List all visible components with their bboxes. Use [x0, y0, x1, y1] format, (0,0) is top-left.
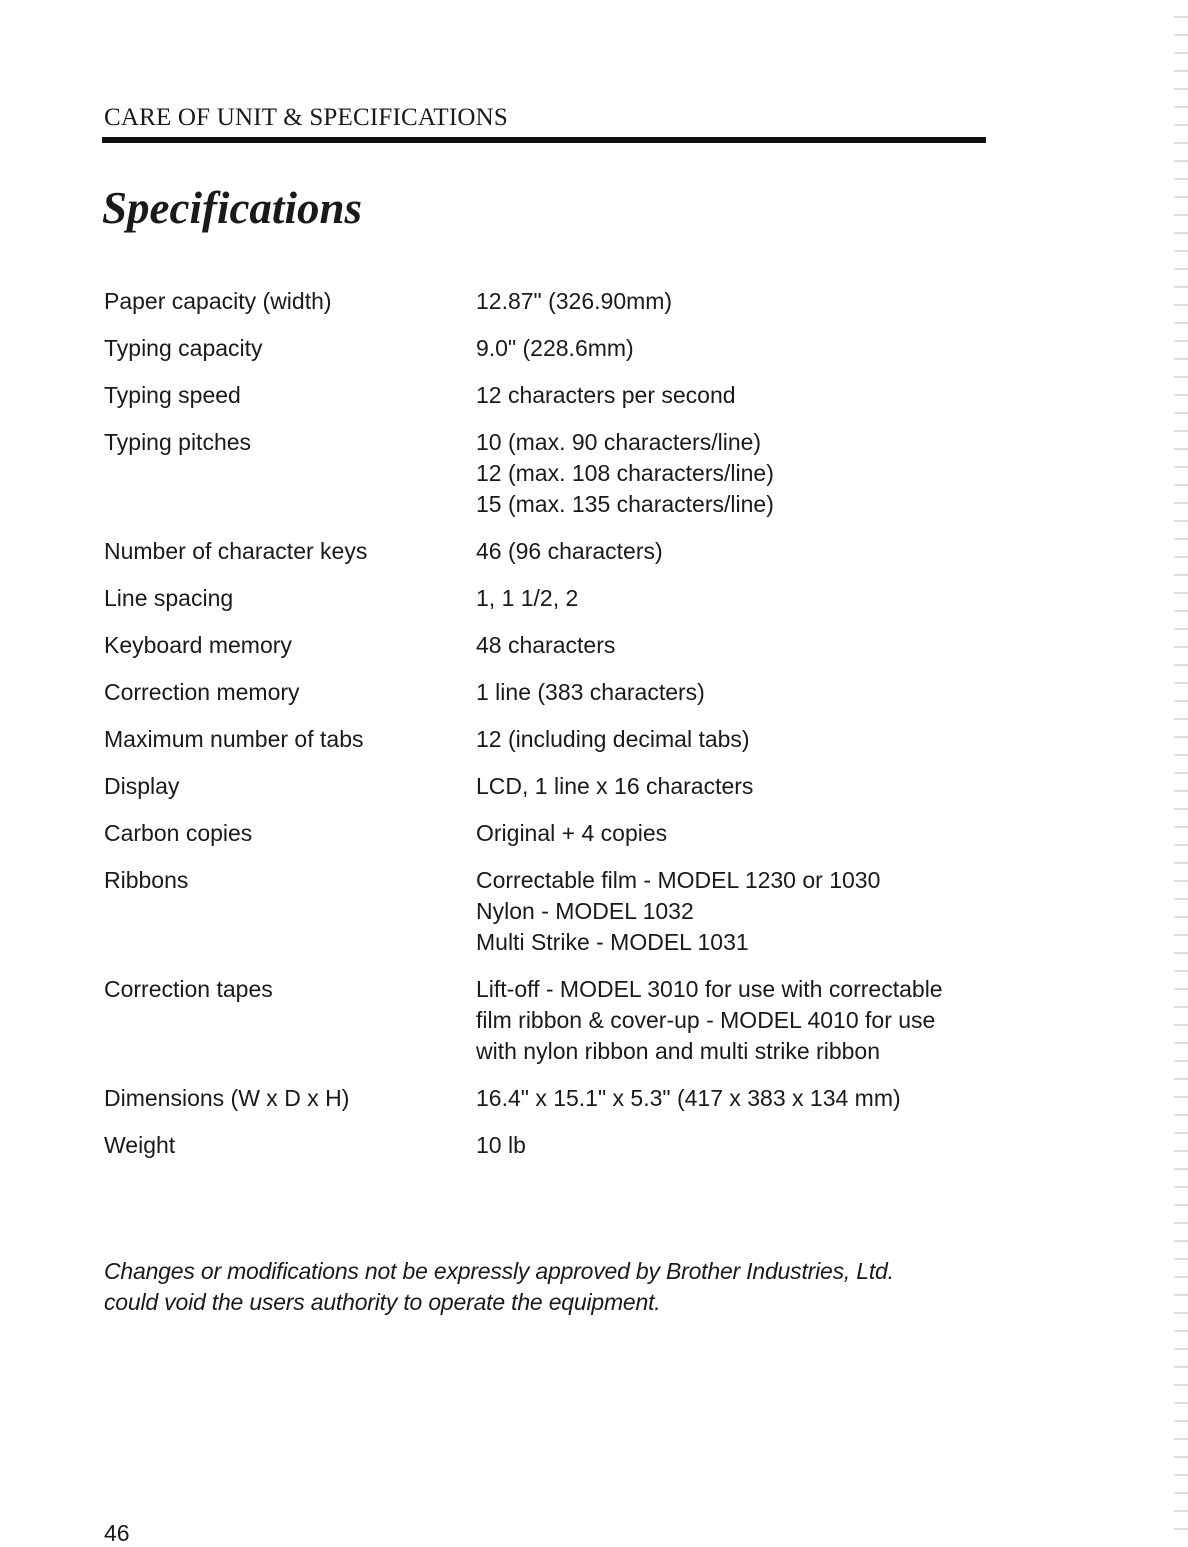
header-rule	[102, 137, 986, 143]
specifications-table	[104, 286, 1004, 1177]
spec-row-paper-capacity	[104, 286, 1004, 317]
spec-value-line: Correctable film - MODEL 1230 or 1030	[476, 867, 881, 893]
spec-row-character-keys	[104, 536, 1004, 567]
spec-row-keyboard-memory	[104, 630, 1004, 661]
spec-row-correction-tapes	[104, 974, 1004, 1067]
spec-row-typing-capacity	[104, 333, 1004, 364]
spec-row-ribbons	[104, 865, 1004, 958]
spec-value	[476, 865, 1004, 958]
spec-label: Typing capacity	[104, 335, 263, 361]
spec-label: Correction memory	[104, 679, 300, 705]
spec-row-typing-pitches	[104, 427, 1004, 520]
spec-value-line: Lift-off - MODEL 3010 for use with correctable	[476, 976, 943, 1002]
spec-row-line-spacing	[104, 583, 1004, 614]
spec-label: Correction tapes	[104, 976, 273, 1002]
spec-value-line: film ribbon & cover-up - MODEL 4010 for use	[476, 1007, 936, 1033]
spec-row-typing-speed	[104, 380, 1004, 411]
section-header: CARE OF UNIT & SPECIFICATIONS	[104, 104, 509, 131]
spec-value-line: 15 (max. 135 characters/line)	[476, 491, 774, 517]
page-number: 46	[104, 1520, 130, 1546]
spec-value	[476, 677, 1004, 708]
spec-value	[476, 1130, 1004, 1161]
spec-row-carbon-copies	[104, 818, 1004, 849]
spec-value	[476, 630, 1004, 661]
spec-label: Line spacing	[104, 585, 234, 611]
spec-label: Number of character keys	[104, 538, 368, 564]
compliance-note	[104, 1256, 1004, 1318]
spec-row-display	[104, 771, 1004, 802]
spec-value	[476, 286, 1004, 317]
spec-label: Paper capacity (width)	[104, 288, 332, 314]
spec-label: Carbon copies	[104, 820, 253, 846]
spec-value-line: 1, 1 1/2, 2	[476, 585, 579, 611]
spec-value-line: 12 characters per second	[476, 382, 736, 408]
spec-value-line: 1 line (383 characters)	[476, 679, 705, 705]
spec-value	[476, 583, 1004, 614]
spec-value	[476, 380, 1004, 411]
spec-label: Keyboard memory	[104, 632, 292, 658]
spec-value-line: 9.0" (228.6mm)	[476, 335, 634, 361]
spec-value	[476, 771, 1004, 802]
spec-value	[476, 536, 1004, 567]
spec-value-line: 48 characters	[476, 632, 616, 658]
spec-label: Dimensions (W x D x H)	[104, 1085, 350, 1111]
spec-value-line: 12.87" (326.90mm)	[476, 288, 673, 314]
spec-value-line: with nylon ribbon and multi strike ribbon	[476, 1038, 880, 1064]
spec-value-line: Nylon - MODEL 1032	[476, 898, 694, 924]
spec-value	[476, 974, 1004, 1067]
spec-row-dimensions	[104, 1083, 1004, 1114]
spec-label: Display	[104, 773, 180, 799]
spec-value-line: 12 (max. 108 characters/line)	[476, 460, 774, 486]
page-title: Specifications	[102, 183, 362, 233]
spec-value-line: Original + 4 copies	[476, 820, 668, 846]
spec-value-line: 10 (max. 90 characters/line)	[476, 429, 762, 455]
spec-value	[476, 1083, 1004, 1114]
scan-edge-marks	[1174, 0, 1188, 1542]
spec-label: Typing speed	[104, 382, 241, 408]
spec-value-line: 16.4" x 15.1" x 5.3" (417 x 383 x 134 mm)	[476, 1085, 901, 1111]
spec-value-line: 12 (including decimal tabs)	[476, 726, 750, 752]
note-line: could void the users authority to operate the equipment.	[104, 1289, 661, 1315]
spec-value-line: 46 (96 characters)	[476, 538, 663, 564]
spec-value	[476, 724, 1004, 755]
spec-value	[476, 333, 1004, 364]
spec-value-line: LCD, 1 line x 16 characters	[476, 773, 754, 799]
spec-label: Typing pitches	[104, 429, 252, 455]
spec-value	[476, 427, 1004, 520]
spec-value	[476, 818, 1004, 849]
spec-row-correction-memory	[104, 677, 1004, 708]
spec-label: Ribbons	[104, 867, 189, 893]
spec-value-line: 10 lb	[476, 1132, 526, 1158]
spec-label: Weight	[104, 1132, 176, 1158]
spec-label: Maximum number of tabs	[104, 726, 364, 752]
spec-row-max-tabs	[104, 724, 1004, 755]
note-line: Changes or modifications not be expressly approved by Brother Industries, Ltd.	[104, 1258, 894, 1284]
spec-value-line: Multi Strike - MODEL 1031	[476, 929, 749, 955]
spec-row-weight	[104, 1130, 1004, 1161]
